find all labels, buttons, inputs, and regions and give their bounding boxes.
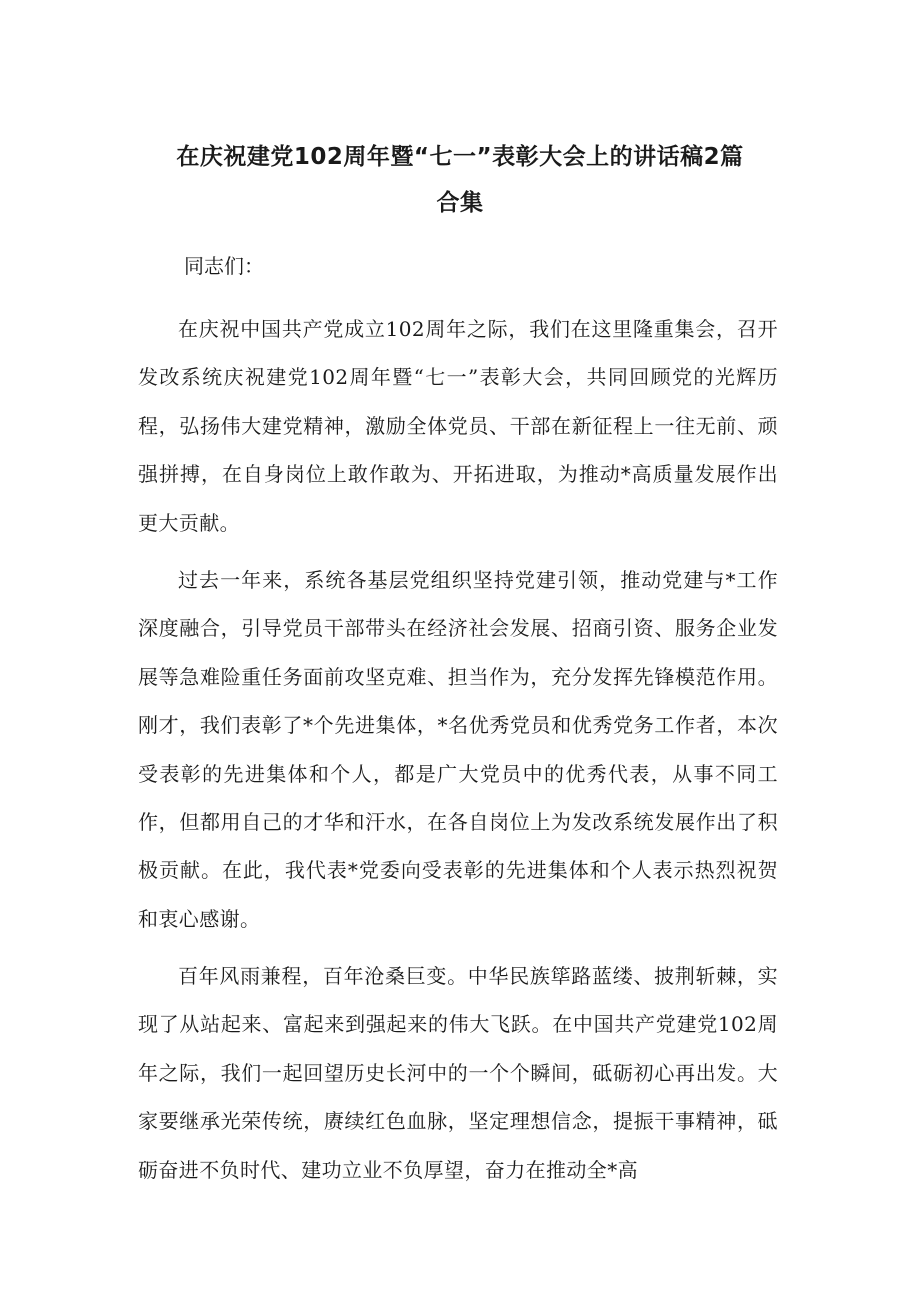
document-title-line-2: 合集 (436, 190, 484, 216)
salutation: 同志们： (184, 254, 264, 278)
paragraph-1: 在庆祝中国共产党成立102周年之际，我们在这里隆重集会，召开发改系统庆祝建党102周年暨“七一”表彰大会，共同回顾党的光辉历程，弘扬伟大建党精神，激励全体党员、干部在新征程上一往无前、顽强拼搏，在自身岗位上敢作敢为、开拓进取，为推动*高质量发展作出更大贡献。 (138, 317, 778, 535)
document-title-line-1: 在庆祝建党102周年暨“七一”表彰大会上的讲话稿2篇 (176, 144, 744, 170)
paragraph-3: 百年风雨兼程，百年沧桑巨变。中华民族筚路蓝缕、披荆斩棘，实现了从站起来、富起来到强起来的伟大飞跃。在中国共产党建党102周年之际，我们一起回望历史长河中的一个个瞬间，砥砺初心再出发。大家要继承光荣传统，赓续红色血脉，坚定理想信念，提振干事精神，砥砺奋进不负时代、建功立业不负厚望，奋力在推动全*高 (138, 964, 778, 1182)
document-title (130, 134, 790, 226)
paragraph-2: 过去一年来，系统各基层党组织坚持党建引领，推动党建与*工作深度融合，引导党员干部带头在经济社会发展、招商引资、服务企业发展等急难险重任务面前攻坚克难、担当作为，充分发挥先锋模范作用。刚才，我们表彰了*个先进集体，*名优秀党员和优秀党务工作者，本次受表彰的先进集体和个人，都是广大党员中的优秀代表，从事不同工作，但都用自己的才华和汗水，在各自岗位上为发改系统发展作出了积极贡献。在此，我代表*党委向受表彰的先进集体和个人表示热烈祝贺和衷心感谢。 (138, 568, 778, 931)
